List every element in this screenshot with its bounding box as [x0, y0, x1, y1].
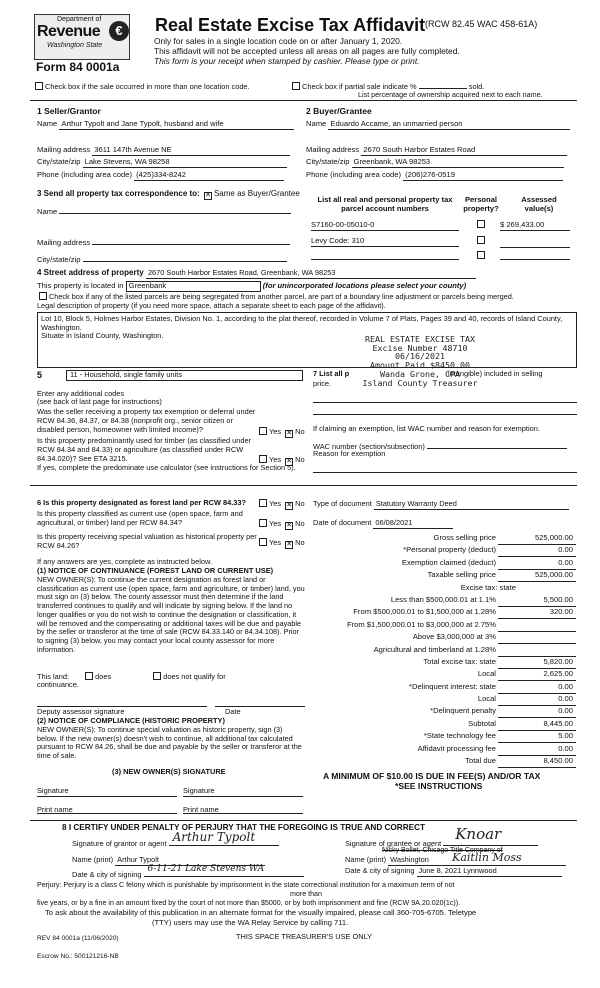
no-label: No: [295, 455, 305, 464]
wac-claim-label: If claiming an exemption, list WAC number and reason for exemption.: [313, 424, 540, 433]
located-row: [37, 281, 466, 292]
ledger-row: [313, 632, 576, 644]
yes-label: Yes: [269, 519, 282, 528]
ledger-label: Above $3,000,000 at 3%: [412, 632, 496, 642]
parcel-header: List all real and personal property tax parcel account numbers: [317, 195, 453, 213]
forest-yes-checkbox[interactable]: [259, 499, 267, 507]
sec8-divider: [30, 820, 577, 821]
ledger-row: [313, 706, 576, 718]
accessibility-l2: (TTY) users may use the WA Relay Service by calling 711.: [152, 918, 349, 927]
street-field[interactable]: 2670 South Harbor Estates Road, Greenbank, WA 98253: [146, 269, 476, 279]
grantee-name-field[interactable]: [388, 851, 566, 866]
send-city-field[interactable]: [83, 253, 287, 262]
perjury-text-l3: five years, or by a fine in an amount fixed by the court of not more than $5000, or by both imprisonment and fine (RCW 9A.20.020(1c)).: [37, 899, 461, 907]
street-label: 4 Street address of property: [37, 268, 144, 277]
minimum-due-note: A MINIMUM OF $10.00 IS DUE IN FEE(S) AND/OR TAX: [323, 771, 541, 781]
addl-codes-label: Enter any additional codes: [37, 389, 125, 398]
sec5-number: 5: [37, 370, 43, 380]
grantee-signature: Knoar: [455, 825, 502, 843]
yes-label: Yes: [269, 499, 282, 508]
sec7-label-b: intangible) included in selling: [448, 369, 543, 378]
grantor-sig-label: Signature of grantor or agent: [72, 839, 167, 848]
treasurer-stamp: [350, 335, 490, 387]
deputy-date-label: Date: [225, 707, 241, 716]
exemption-yes-checkbox[interactable]: [259, 427, 267, 435]
same-as-buyer-checkbox[interactable]: [204, 192, 212, 200]
grantee-name-row: [345, 851, 566, 866]
wac-number-label: WAC number (section/subsection): [313, 442, 425, 451]
multi-location-label: Check box if the sale occurred in more than one location code.: [45, 82, 250, 91]
revision-code: REV 84 0001a (11/06/2020): [37, 935, 119, 942]
seller-phone-field[interactable]: (425)334-8242: [134, 171, 284, 181]
ledger-value[interactable]: 320.00: [498, 608, 576, 619]
no-label: No: [295, 427, 305, 436]
send-city-label: City/state/zip: [37, 255, 81, 264]
sec7-label-a: [313, 370, 349, 379]
ledger-label: *Delinquent penalty: [430, 706, 496, 716]
buyer-name-row: [306, 120, 576, 130]
assessed-line-3: [500, 259, 570, 260]
ledger-row: [313, 583, 576, 595]
q-forest-text: 6 Is this property designated as forest land per RCW 84.33?: [37, 498, 247, 507]
ledger-label: Subtotal: [468, 718, 496, 728]
no-label: No: [295, 538, 305, 547]
ledger-row: [313, 731, 576, 743]
send-mail-row: [37, 236, 290, 248]
ledger-value[interactable]: 8,445.00: [498, 720, 576, 731]
yes-label: Yes: [269, 427, 282, 436]
send-name-row: [37, 205, 291, 217]
grantee-name-label: Name (print): [345, 855, 387, 864]
legal-description-label: Legal description of property (if you need more space, attach a separate sheet to each page of the affidavit).: [37, 301, 386, 310]
grantor-signature: Arthur Typolt: [172, 830, 256, 844]
sec5-divider: [30, 485, 577, 486]
notice-compliance-body: NEW OWNER(S): To continue special valuation as historic property, sign (3) below. If the new owner(s) doesn't wish to continue, all additional tax calculated pursuant to RCW 84.26, shall be due and payable by the seller or transferor at the time of sale.: [37, 725, 302, 761]
current-use-no-checkbox[interactable]: [285, 522, 293, 530]
ledger-row: [313, 570, 576, 582]
ledger-value[interactable]: [498, 633, 576, 644]
ledger-row: [313, 558, 576, 570]
treasurer-use-note: THIS SPACE TREASURER'S USE ONLY: [236, 932, 373, 941]
ledger-value[interactable]: 525,000.00: [498, 534, 576, 545]
wac-reason-label: Reason for exemption: [313, 449, 386, 458]
ledger-value[interactable]: 5.00: [498, 732, 576, 743]
ledger-value[interactable]: 0.00: [498, 745, 576, 756]
sec7-line-1: [313, 402, 577, 403]
grantee-date-label: Date & city of signing: [345, 866, 415, 875]
q-timber: Is this property predominantly used for timber (as classified under RCW 84.34 and 84.33) or agriculture (as classified under RCW 84.34.020)? See ETA 3215.: [37, 436, 252, 463]
form-citation: (RCW 82.45 WAC 458-61A): [425, 19, 538, 29]
ledger-label: Total due: [465, 756, 496, 766]
exemption-no-checkbox[interactable]: [285, 430, 293, 438]
segregate-label: Check box if any of the listed parcels are being segregated from another parcel, are part of a boundary line adjustment or parcels being merged.: [49, 292, 514, 301]
buyer-city-row: [306, 158, 576, 168]
buyer-city-field[interactable]: Greenbank, WA 98253: [352, 158, 564, 168]
partial-sale-checkbox[interactable]: [292, 82, 300, 90]
ledger-row: [313, 645, 576, 657]
buyer-mail-row: [306, 146, 576, 156]
personal-property-header: Personal property?: [463, 195, 499, 213]
owner-sig-label-2: Signature: [183, 786, 215, 795]
land-use-select[interactable]: 11 - Household, single family units: [66, 370, 303, 381]
seller-phone-label: Phone (including area code): [37, 170, 132, 179]
q-current-use-answers: [257, 519, 305, 530]
yes-label: Yes: [269, 538, 282, 547]
forest-no-checkbox[interactable]: [285, 502, 293, 510]
q-exemption-answers: [257, 427, 305, 438]
deputy-label: Deputy assessor signature: [37, 707, 125, 716]
wac-reason-line: [313, 472, 577, 473]
document-date-field[interactable]: 06/08/2021: [373, 519, 453, 529]
q-timber-note: If yes, complete the predominate use calculator (see instructions for Section 5).: [37, 463, 296, 472]
this-land-label: This land:: [37, 672, 70, 681]
continuance-label: continuance.: [37, 680, 79, 689]
ledger-label: Excise tax: state: [460, 582, 516, 592]
sec7-label-c: price.: [313, 379, 332, 388]
document-date-label: Date of document: [313, 518, 372, 527]
certify-heading: 8 I CERTIFY UNDER PENALTY OF PERJURY THAT THE FOREGOING IS TRUE AND CORRECT: [62, 823, 426, 832]
grantor-date-field[interactable]: [144, 864, 304, 877]
tax-ledger: [313, 533, 576, 768]
wac-number-field[interactable]: [427, 441, 567, 449]
ledger-label: Affidavit processing fee: [417, 743, 496, 753]
percent-field[interactable]: [419, 88, 467, 89]
owner-sig-line-2[interactable]: [183, 796, 303, 797]
location-select[interactable]: Greenbank: [126, 281, 261, 292]
dor-logo: [34, 14, 130, 60]
seller-city-label: City/state/zip: [37, 157, 81, 166]
owner-sig-label-1: Signature: [37, 786, 69, 795]
agent-note: Nicky Bollet, Chicago Title Company of: [382, 847, 503, 854]
ledger-row: [313, 694, 576, 706]
notice-compliance-head: (2) NOTICE OF COMPLIANCE (HISTORIC PROPERTY): [37, 716, 225, 725]
buyer-name-field[interactable]: Eduardo Accame, an unmarried person: [328, 120, 570, 130]
current-use-yes-checkbox[interactable]: [259, 519, 267, 527]
historic-no-checkbox[interactable]: [285, 541, 293, 549]
does-checkbox[interactable]: [85, 672, 93, 680]
ledger-label: Exemption claimed (deduct): [401, 557, 496, 567]
q-forest-answers: [257, 499, 305, 510]
send-heading-row: [37, 189, 300, 200]
stamp-line: Excise Number 48710: [372, 342, 468, 353]
ledger-value[interactable]: 8,450.00: [498, 757, 576, 768]
stamp-line: REAL ESTATE EXCISE TAX: [365, 334, 475, 344]
ledger-value[interactable]: 5,820.00: [498, 658, 576, 669]
perjury-text-l2: more than: [290, 890, 322, 898]
grantor-name-field[interactable]: Arthur Typolt: [115, 856, 265, 866]
escrow-number: Escrow No.: 500121216-NB: [37, 953, 119, 960]
ledger-value[interactable]: [498, 646, 576, 657]
stamp-line: 06/16/2021: [395, 351, 445, 362]
ledger-value[interactable]: 0.00: [498, 559, 576, 570]
document-type-label: Type of document: [313, 499, 372, 508]
no-label: No: [295, 519, 305, 528]
multi-location-check-row: [33, 82, 250, 92]
document-type-row: [313, 500, 569, 510]
multi-location-checkbox[interactable]: [35, 82, 43, 90]
grantee-name-typed: Washington: [390, 855, 429, 864]
ledger-row: [313, 533, 576, 545]
unincorporated-note: (for unincorporated locations please select your county): [262, 281, 467, 290]
state-word: Washington State: [47, 42, 103, 49]
logo-mark-icon: €: [109, 21, 129, 41]
segregate-row: [37, 292, 514, 301]
legal-description-field[interactable]: Lot 10, Block 5, Holmes Harbor Estates, Division No. 1, according to the plat thereof, recorded in Volume 7 of Plats, Pages 39 and 40, records of Island County, Washington. Situate in Island County, Washington.: [37, 312, 577, 368]
personal-property-checkbox-2[interactable]: [477, 236, 485, 244]
segregate-checkbox[interactable]: [39, 292, 47, 300]
q-historic: Is this property receiving special valuation as historical property per RCW 84.26?: [37, 532, 257, 550]
ledger-value[interactable]: 0.00: [498, 695, 576, 706]
note-line: This affidavit will not be accepted unless all areas on all pages are fully completed.: [154, 46, 460, 56]
ledger-row: [313, 756, 576, 768]
buyer-heading: 2 Buyer/Grantee: [306, 106, 372, 116]
no-label: No: [295, 499, 305, 508]
ledger-row: [313, 545, 576, 557]
owner-print-label-1: Print name: [37, 805, 73, 814]
sec7-lead: 7 List all p: [313, 369, 350, 378]
buyer-mail-field[interactable]: 2670 South Harbor Estates Road: [361, 146, 567, 156]
ledger-label: *Delinquent interest: state: [409, 681, 496, 691]
seller-heading: 1 Seller/Grantor: [37, 106, 101, 116]
ledger-value[interactable]: [498, 621, 576, 632]
owner-print-label-2: Print name: [183, 805, 219, 814]
stamp-line: Island County Treasurer: [362, 377, 478, 388]
partial-sale-label: Check box if partial sale indicate %: [302, 82, 417, 91]
grantee-date-row: [345, 867, 562, 877]
located-label: This property is located in: [37, 281, 124, 290]
ledger-row: [313, 657, 576, 669]
ledger-value[interactable]: 0.00: [498, 683, 576, 694]
same-as-buyer-label: Same as Buyer/Grantee: [213, 189, 300, 198]
grantor-date-label: Date & city of signing: [72, 870, 142, 879]
seller-name-row: [37, 120, 299, 130]
ledger-label: Local: [477, 669, 496, 679]
ledger-row: [313, 682, 576, 694]
grantor-date-handwritten: 6-11-21 Lake Stevens WA: [147, 864, 265, 874]
ledger-row: [313, 620, 576, 632]
send-mail-field[interactable]: [92, 236, 290, 245]
sec7-line-2: [313, 414, 577, 415]
perjury-text-l1: Perjury: Perjury is a class C felony which is punishable by imprisonment in the state correctional institution for a maximum term of not: [37, 881, 455, 889]
seller-mail-row: [37, 146, 299, 156]
seller-phone-row: [37, 171, 299, 181]
send-city-row: [37, 253, 287, 265]
owner-sig-line-1[interactable]: [37, 796, 177, 797]
personal-property-checkbox-3[interactable]: [477, 251, 485, 259]
header-notes: [154, 36, 534, 66]
addl-codes-sub: (see back of last page for instructions): [37, 397, 162, 406]
seller-mail-field[interactable]: 3611 147th Avenue NE: [92, 146, 290, 156]
buyer-name-label: Name: [306, 119, 327, 128]
seller-mail-label: Mailing address: [37, 145, 91, 154]
notice-continuance-head: (1) NOTICE OF CONTINUANCE (FOREST LAND OR CURRENT USE): [37, 566, 274, 575]
dept-line: Department of: [57, 16, 102, 23]
timber-yes-checkbox[interactable]: [259, 455, 267, 463]
seller-name-field[interactable]: Arthur Typolt and Jane Typolt, husband and wife: [59, 120, 294, 130]
yes-label: Yes: [269, 455, 282, 464]
assessed-value-header: Assessed value(s): [521, 195, 557, 213]
ledger-label: Less than $500,000.01 at 1.1%: [390, 594, 496, 604]
ledger-value[interactable]: 0.00: [498, 546, 576, 557]
note-line: This form is your receipt when stamped by cashier. Please type or print.: [154, 56, 420, 66]
send-heading: 3 Send all property tax correspondence to:: [37, 189, 200, 198]
stamp-line: Amount Paid $8450.00: [370, 360, 470, 371]
buyer-phone-label: Phone (including area code): [306, 170, 401, 179]
grantor-date-row: [72, 864, 304, 880]
stamp-line: Wanda Grone, CPA: [380, 368, 460, 379]
q-historic-answers: [257, 538, 305, 549]
ledger-label: Total excise tax: state: [423, 656, 496, 666]
ledger-label: *Personal property (deduct): [403, 545, 496, 555]
ledger-label: From $500,000.01 to $1,500,000 at 1.28%: [353, 607, 496, 617]
does-not-label: does not qualify for: [163, 672, 226, 681]
revenue-word: Revenue: [37, 23, 101, 40]
buyer-city-label: City/state/zip: [306, 157, 350, 166]
send-name-label: Name: [37, 207, 58, 216]
grantor-name-label: Name (print): [72, 855, 114, 864]
ledger-row: [313, 607, 576, 619]
form-number: Form 84 0001a: [36, 60, 120, 74]
new-owner-sig-head: (3) NEW OWNER(S) SIGNATURE: [112, 767, 226, 776]
grantee-signature-field[interactable]: [443, 825, 538, 846]
seller-name-label: Name: [37, 119, 58, 128]
document-type-field[interactable]: Statutory Warranty Deed: [374, 500, 569, 510]
document-date-row: [313, 519, 453, 529]
buyer-mail-label: Mailing address: [306, 145, 360, 154]
assessed-value-field[interactable]: $ 269,433.00: [500, 221, 570, 231]
street-row: [37, 268, 476, 279]
ledger-label: Agricultural and timberland at 1.28%: [373, 644, 496, 654]
parcel-line-3: [311, 259, 459, 260]
ledger-row: [313, 669, 576, 681]
ledger-row: [313, 744, 576, 756]
sold-label: sold.: [468, 82, 485, 91]
buyer-phone-row: [306, 171, 576, 181]
ledger-label: From $1,500,000.01 to $3,000,000 at 2.75%: [346, 619, 496, 629]
ledger-label: *State technology fee: [423, 731, 496, 741]
levy-code-field[interactable]: Levy Code: 310: [311, 237, 459, 247]
ledger-value[interactable]: 5,500.00: [498, 596, 576, 607]
ledger-label: Local: [477, 694, 496, 704]
form-title: Real Estate Excise Tax Affidavit: [155, 15, 426, 35]
grantee-date-field[interactable]: June 8, 2021 Lynnwood: [417, 867, 562, 877]
ledger-value[interactable]: 2,625.00: [498, 670, 576, 681]
ledger-row: [313, 595, 576, 607]
ledger-label: Gross selling price: [433, 533, 496, 542]
ledger-row: [313, 719, 576, 731]
q-current-use: Is this property classified as current use (open space, farm and agricultural, or timber) land per RCW 84.34?: [37, 509, 243, 527]
ledger-label: Taxable selling price: [427, 570, 496, 580]
does-label: does: [95, 672, 112, 681]
grantee-sig-label: Signature of grantee or agent: [345, 839, 442, 848]
personal-property-checkbox-1[interactable]: [477, 220, 485, 228]
send-name-field[interactable]: [59, 205, 291, 214]
if-yes-note: If any answers are yes, complete as instructed below.: [37, 557, 212, 566]
grantor-sig-row: [72, 830, 279, 849]
header-divider: [30, 100, 577, 101]
q-exemption: Was the seller receiving a property tax exemption or deferral under RCW 84.36, 84.37, or 84.38 (nonprofit org., senior citizen or disabled person, homeowner with limited income)?: [37, 407, 256, 434]
historic-yes-checkbox[interactable]: [259, 538, 267, 546]
accessibility-l1: To ask about the availability of this publication in an alternate format for the visually impaired, please call 360-705-6705. Teletype: [45, 908, 477, 917]
list-percentage-note: List percentage of ownership acquired next to each name.: [358, 90, 543, 99]
grantor-signature-field[interactable]: [169, 830, 279, 846]
note-line: Only for sales in a single location code on or after January 1, 2020.: [154, 36, 403, 46]
send-mail-label: Mailing address: [37, 238, 91, 247]
notice-continuance-body: NEW OWNER(S): To continue the current designation as forest land or classification as current use (open space, farm and agriculture, or timber) land, you must sign on (3) below. The county assessor must then determine if the land transferred continues to qualify and will indicate by signing below. If the land no longer qualifies or you do not wish to continue the designation or classification, it will be removed and the compensating or additional taxes will be due and payable by the seller or transferor at the time of sale (RCW 84.33.140 or 84.34.108). Prior to signing (3) below, you may contact your local county assessor for more information.: [37, 575, 305, 654]
seller-city-row: [37, 158, 299, 168]
buyer-phone-field[interactable]: (206)276-0519: [403, 171, 563, 181]
seller-city-field[interactable]: Lake Stevens, WA 98258: [83, 158, 287, 168]
ledger-value[interactable]: 0.00: [498, 707, 576, 718]
ledger-value[interactable]: 525,000.00: [498, 571, 576, 582]
does-not-checkbox[interactable]: [153, 672, 161, 680]
grantee-name-handwritten: Kaitlin Moss: [452, 851, 522, 864]
parcel-number-field[interactable]: S7160-00-05010-0: [311, 221, 459, 231]
assessed-line-2: [500, 247, 570, 248]
see-instructions: *SEE INSTRUCTIONS: [395, 781, 483, 791]
q-forest: [37, 499, 246, 508]
